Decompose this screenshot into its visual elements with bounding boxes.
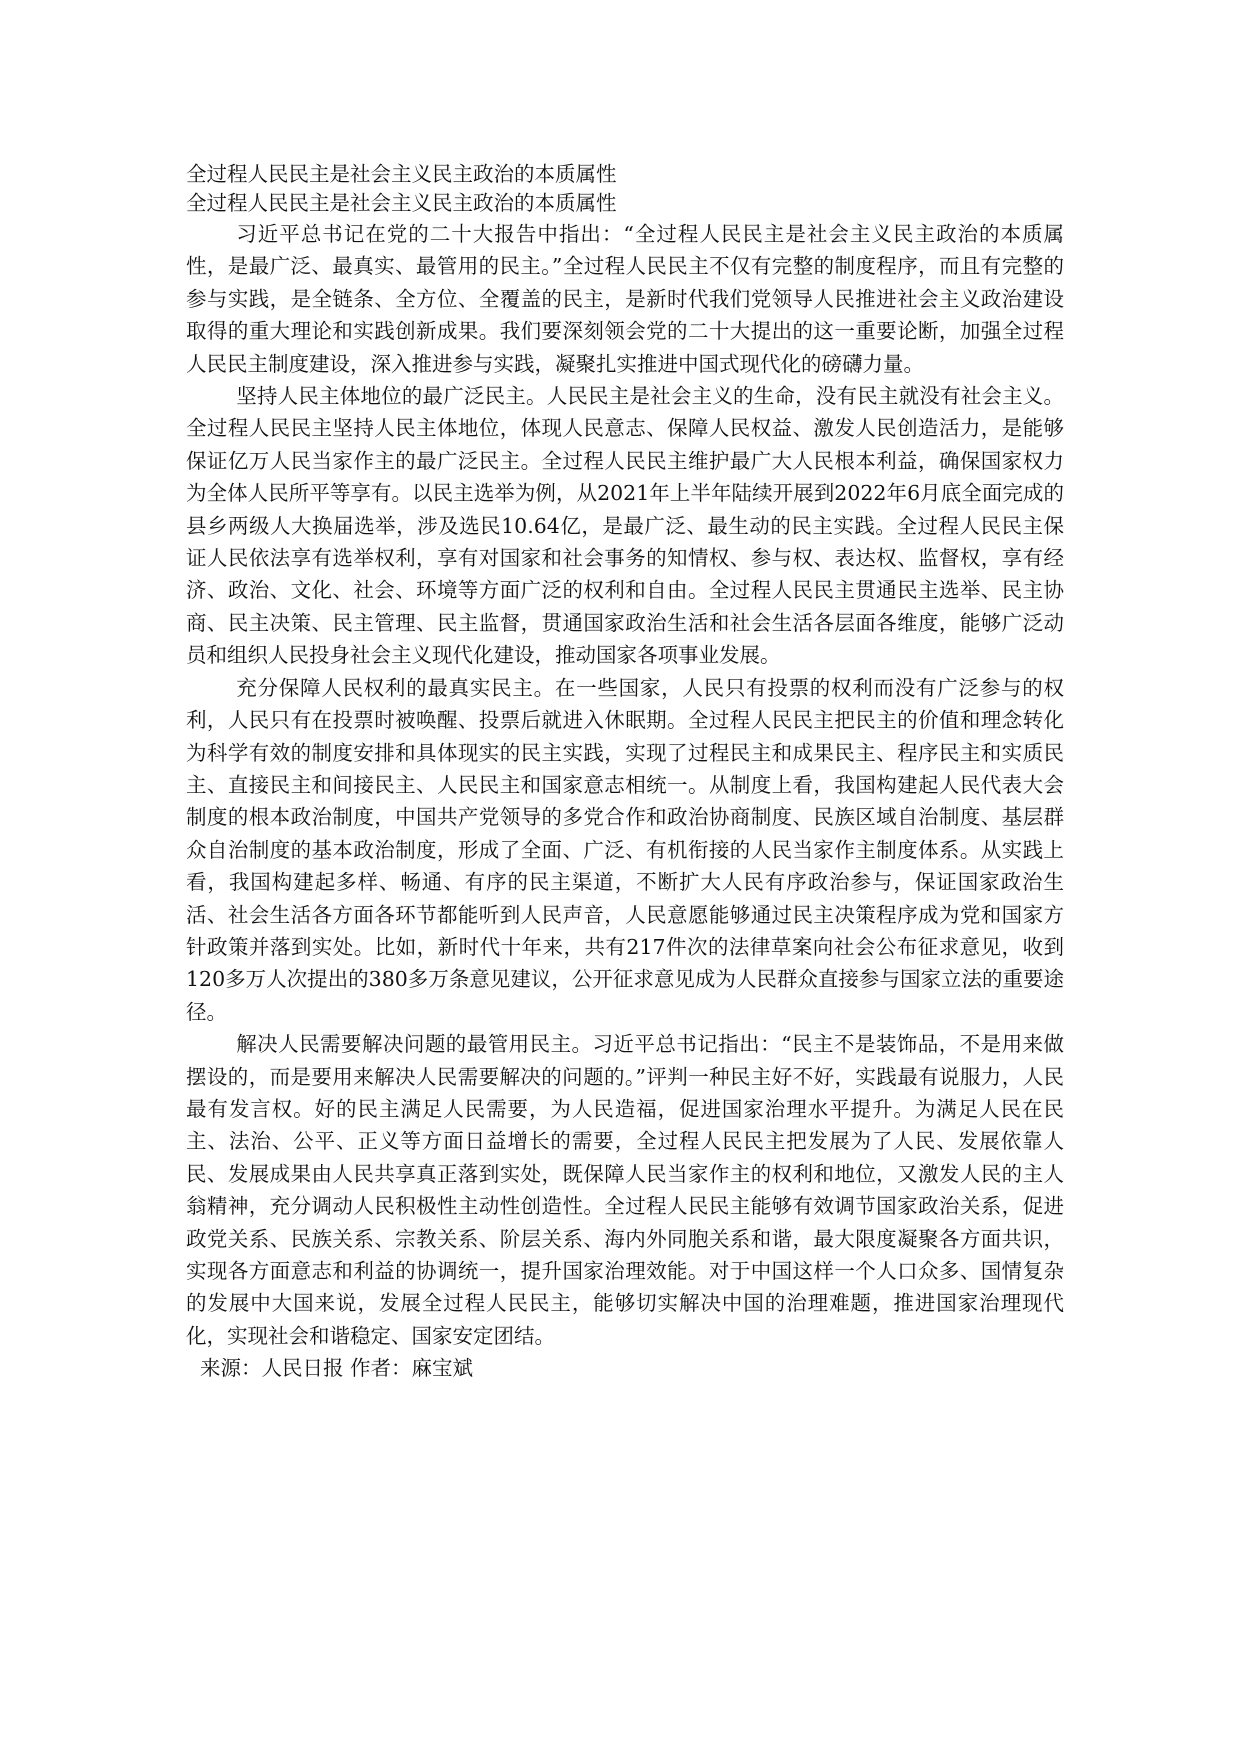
paragraph-broadest-democracy: 坚持人民主体地位的最广泛民主。人民民主是社会主义的生命，没有民主就没有社会主义。全过程人民民主坚持人民主体地位，体现人民意志、保障人民权益、激发人民创造活力，是能够保证亿万人民当家作主的最广泛民主。全过程人民民主维护最广大人民根本利益，确保国家权力为全体人民所平等享有。以民主选举为例，从2021年上半年陆续开展到2022年6月底全面完成的县乡两级人大换届选举，涉及选民10.64亿，是最广泛、最生动的民主实践。全过程人民民主保证人民依法享有选举权利，享有对国家和社会事务的知情权、参与权、表达权、监督权，享有经济、政治、文化、社会、环境等方面广泛的权利和自由。全过程人民民主贯通民主选举、民主协商、民主决策、民主管理、民主监督，贯通国家政治生活和社会生活各层面各维度，能够广泛动员和组织人民投身社会主义现代化建设，推动国家各项事业发展。 xyxy=(186,384,1064,668)
document-page xyxy=(186,160,1064,1384)
paragraph-intro: 习近平总书记在党的二十大报告中指出：“全过程人民民主是社会主义民主政治的本质属性，是最广泛、最真实、最管用的民主。”全过程人民民主不仅有完整的制度程序，而且有完整的参与实践，是全链条、全方位、全覆盖的民主，是新时代我们党领导人民推进社会主义政治建设取得的重大理论和实践创新成果。我们要深刻领会党的二十大提出的这一重要论断，加强全过程人民民主制度建设，深入推进参与实践，凝聚扎实推进中国式现代化的磅礴力量。 xyxy=(186,222,1064,376)
paragraph-most-effective-democracy: 解决人民需要解决问题的最管用民主。习近平总书记指出：“民主不是装饰品，不是用来做摆设的，而是要用来解决人民需要解决的问题的。”评判一种民主好不好，实践最有说服力，人民最有发言权。好的民主满足人民需要，为人民造福，促进国家治理水平提升。为满足人民在民主、法治、公平、正义等方面日益增长的需要，全过程人民民主把发展为了人民、发展依靠人民、发展成果由人民共享真正落到实处，既保障人民当家作主的权利和地位，又激发人民的主人翁精神，充分调动人民积极性主动性创造性。全过程人民民主能够有效调节国家政治关系，促进政党关系、民族关系、宗教关系、阶层关系、海内外同胞关系和谐，最大限度凝聚各方面共识，实现各方面意志和利益的协调统一，提升国家治理效能。对于中国这样一个人口众多、国情复杂的发展中大国来说，发展全过程人民民主，能够切实解决中国的治理难题，推进国家治理现代化，实现社会和谐稳定、国家安定团结。 xyxy=(186,1032,1064,1348)
source-attribution: 来源：人民日报 作者：麻宝斌 xyxy=(200,1356,474,1381)
document-title-repeat: 全过程人民民主是社会主义民主政治的本质属性 xyxy=(186,191,617,215)
document-title: 全过程人民民主是社会主义民主政治的本质属性 xyxy=(186,162,617,186)
paragraph-truest-democracy: 充分保障人民权利的最真实民主。在一些国家，人民只有投票的权利而没有广泛参与的权利，人民只有在投票时被唤醒、投票后就进入休眠期。全过程人民民主把民主的价值和理念转化为科学有效的制度安排和具体现实的民主实践，实现了过程民主和成果民主、程序民主和实质民主、直接民主和间接民主、人民民主和国家意志相统一。从制度上看，我国构建起人民代表大会制度的根本政治制度，中国共产党领导的多党合作和政治协商制度、民族区域自治制度、基层群众自治制度的基本政治制度，形成了全面、广泛、有机衔接的人民当家作主制度体系。从实践上看，我国构建起多样、畅通、有序的民主渠道，不断扩大人民有序政治参与，保证国家政治生活、社会生活各方面各环节都能听到人民声音，人民意愿能够通过民主决策程序成为党和国家方针政策并落到实处。比如，新时代十年来，共有217件次的法律草案向社会公布征求意见，收到120多万人次提出的380多万条意见建议，公开征求意见成为人民群众直接参与国家立法的重要途径。 xyxy=(186,675,1064,1024)
